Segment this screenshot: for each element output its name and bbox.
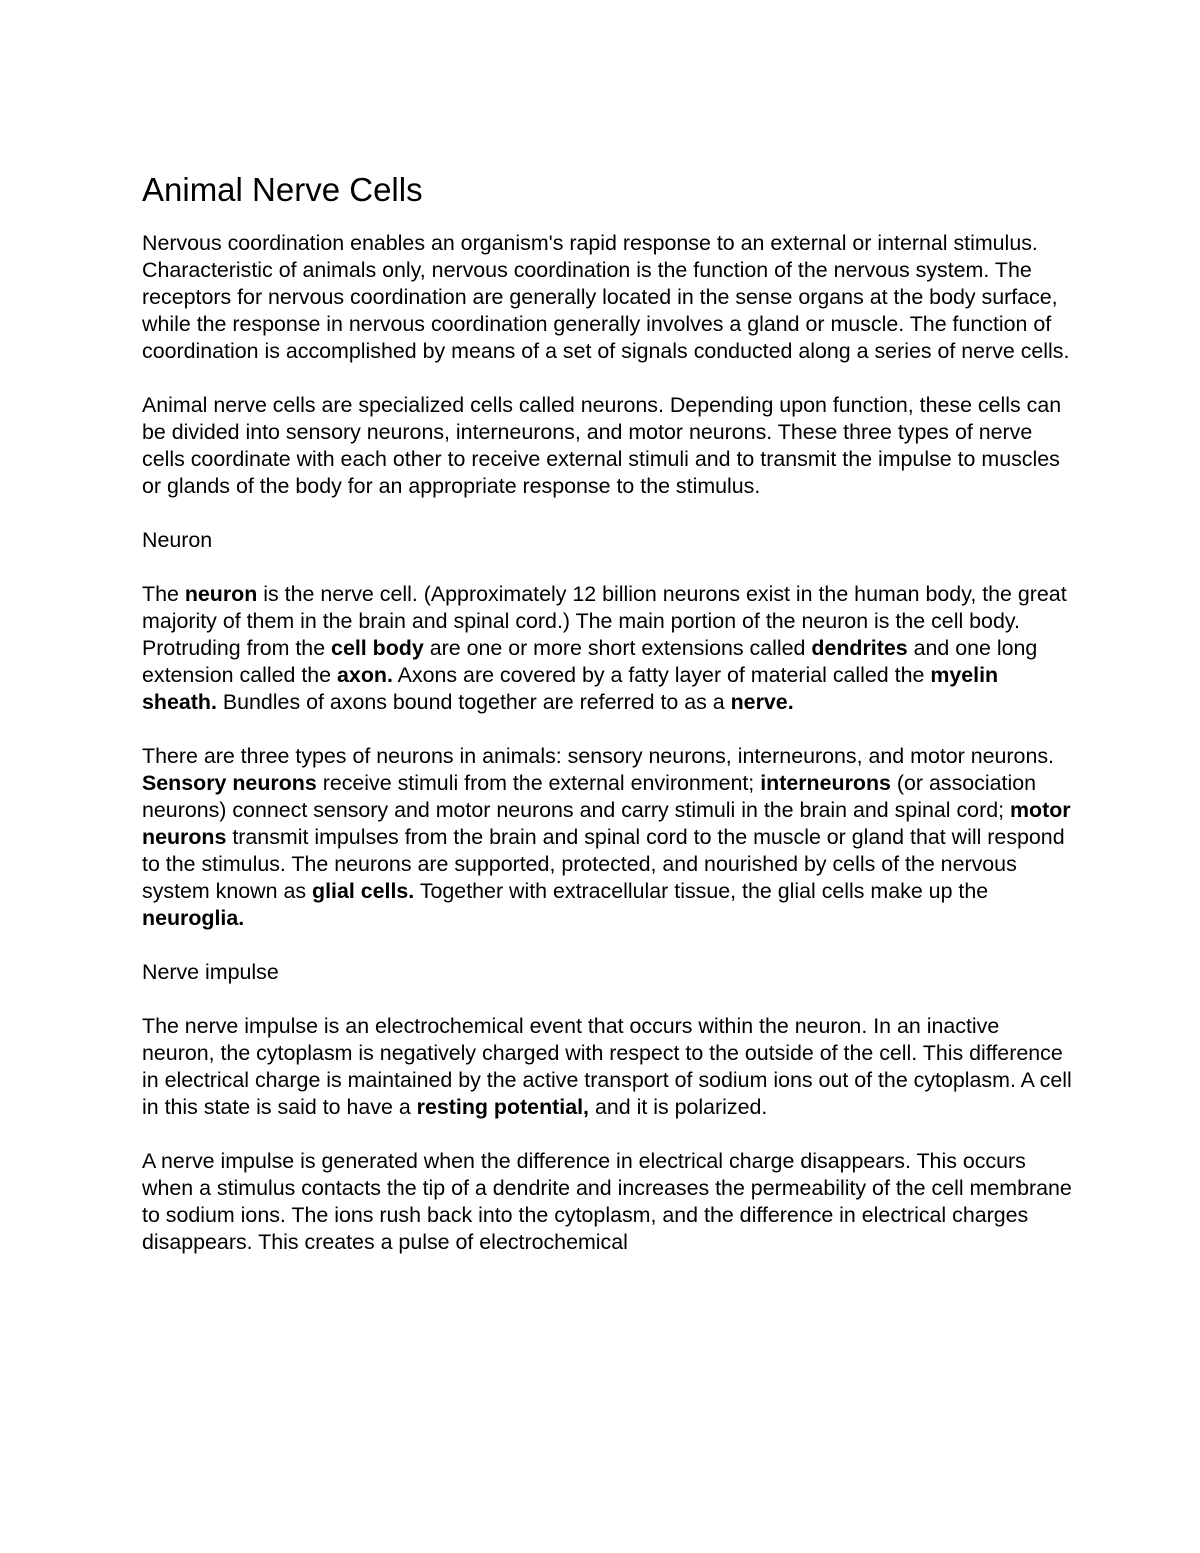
document-page <box>142 168 1072 1283</box>
text-run: Axons are covered by a fatty layer of material called the <box>392 663 931 687</box>
paragraph-neuron-types-overview: Animal nerve cells are specialized cells called neurons. Depending upon function, these cells can be divided into sensory neurons, interneurons, and motor neurons. These three types of nerve cells coordinate with each other to receive external stimuli and to transmit the impulse to muscles or glands of the body for an appropriate response to the stimulus. <box>142 393 1062 498</box>
paragraph-neuron-structure <box>142 581 1072 716</box>
text-run: There are three types of neurons in animals: sensory neurons, interneurons, and motor neurons. <box>142 744 1054 768</box>
paragraph-intro: Nervous coordination enables an organism's rapid response to an external or internal stimulus. Characteristic of animals only, nervous coordination is the function of the nervous system. The receptors for nervous coordination are generally located in the sense organs at the body surface, while the response in nervous coordination generally involves a gland or muscle. The function of coordination is accomplished by means of a set of signals conducted along a series of nerve cells. <box>142 231 1070 363</box>
paragraph-neuron-classes <box>142 743 1072 932</box>
text-run: receive stimuli from the external environment; <box>316 771 761 795</box>
bold-term-neuroglia: neuroglia. <box>142 906 245 930</box>
paragraph-resting-potential <box>142 1013 1072 1121</box>
bold-term-sensory-neurons: Sensory neurons <box>142 771 317 795</box>
text-run: Bundles of axons bound together are referred to as a <box>216 690 731 714</box>
bold-term-interneurons: interneurons <box>760 771 891 795</box>
bold-term-resting-potential: resting potential, <box>416 1095 589 1119</box>
bold-term-myelin-sheath: myelin sheath. <box>142 663 999 714</box>
text-run: is the nerve cell. (Approximately 12 billion neurons exist in the human body, the great majority of them in the brain and spinal cord.) The main portion of the neuron is the cell body. Protruding from the <box>142 582 1067 660</box>
text-run: Together with extracellular tissue, the glial cells make up the <box>414 879 989 903</box>
section-heading-nerve-impulse: Nerve impulse <box>142 960 279 984</box>
text-run: The <box>142 582 185 606</box>
text-run: transmit impulses from the brain and spinal cord to the muscle or gland that will respond to the stimulus. The neurons are supported, protected, and nourished by cells of the nervous system known as <box>142 825 1065 903</box>
bold-term-glial-cells: glial cells. <box>312 879 415 903</box>
bold-term-dendrites: dendrites <box>811 636 908 660</box>
text-run: and it is polarized. <box>589 1095 768 1119</box>
bold-term-cell-body: cell body <box>331 636 424 660</box>
bold-term-nerve: nerve. <box>730 690 794 714</box>
text-run: (or association neurons) connect sensory and motor neurons and carry stimuli in the brain and spinal cord; <box>142 771 1036 822</box>
text-run: and one long extension called the <box>142 636 1038 687</box>
document-title: Animal Nerve Cells <box>142 171 423 208</box>
section-heading-neuron: Neuron <box>142 528 213 552</box>
paragraph-impulse-generation: A nerve impulse is generated when the difference in electrical charge disappears. This occurs when a stimulus contacts the tip of a dendrite and increases the permeability of the cell membrane to sodium ions. The ions rush back into the cytoplasm, and the difference in electrical charges disappears. This creates a pulse of electrochemical <box>142 1149 1072 1254</box>
bold-term-axon: axon. <box>337 663 393 687</box>
bold-term-motor-neurons: motor neurons <box>142 798 1071 849</box>
bold-term-neuron: neuron <box>184 582 258 606</box>
text-run: are one or more short extensions called <box>423 636 812 660</box>
text-run: The nerve impulse is an electrochemical event that occurs within the neuron. In an inactive neuron, the cytoplasm is negatively charged with respect to the outside of the cell. This difference in electrical charge is maintained by the active transport of sodium ions out of the cytoplasm. A cell in this state is said to have a <box>142 1014 1072 1119</box>
